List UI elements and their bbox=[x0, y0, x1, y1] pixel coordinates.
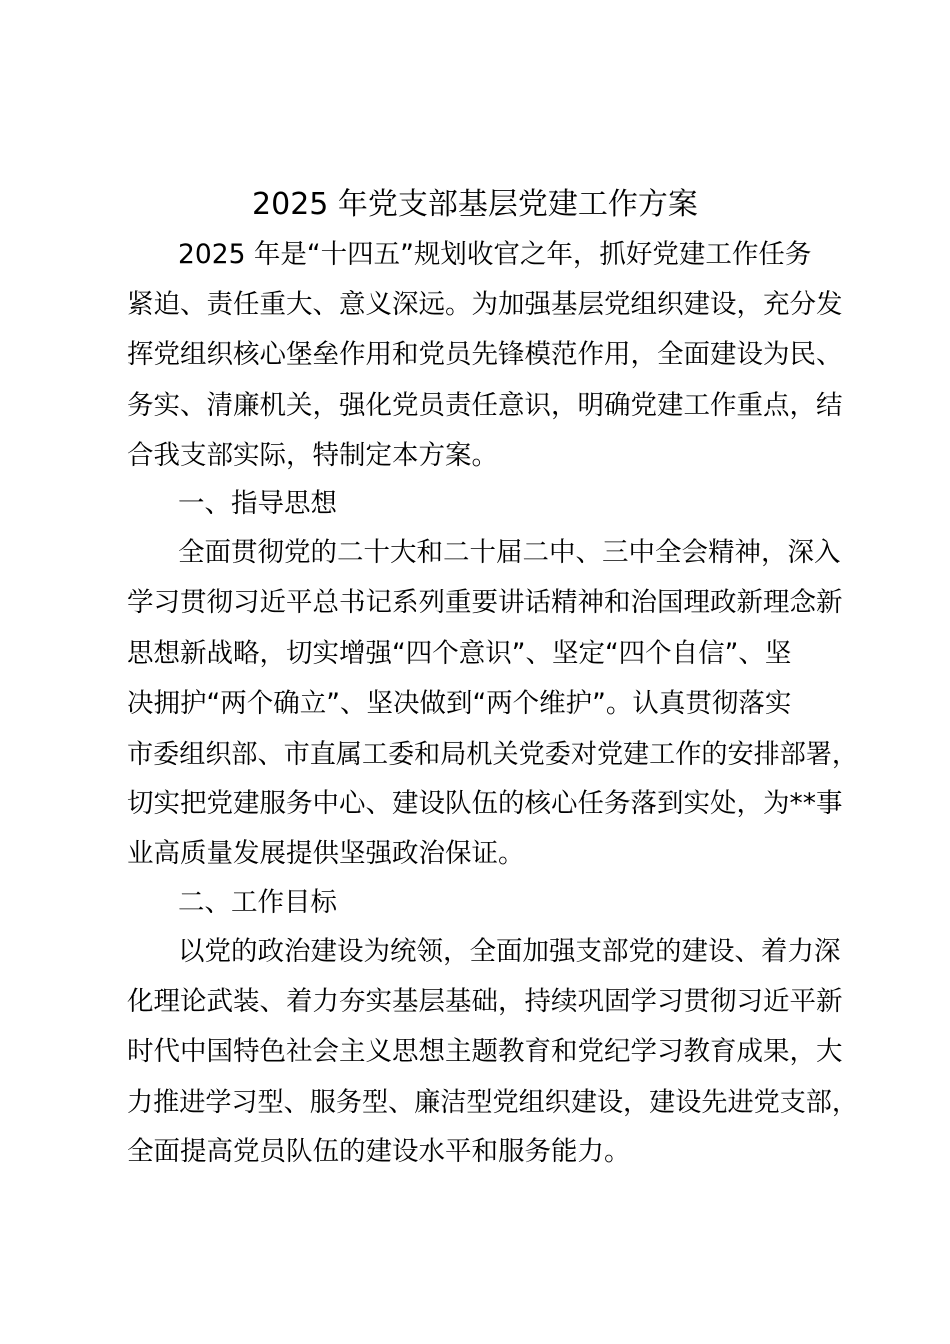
paragraph-2-line-3: 思想新战略，切实增强“四个意识”、坚定“四个自信”、坚 bbox=[127, 638, 792, 669]
paragraph-1-line-5: 合我支部实际，特制定本方案。 bbox=[127, 440, 498, 471]
paragraph-2-line-6: 切实把党建服务中心、建设队伍的核心任务落到实处，为**事 bbox=[127, 788, 843, 819]
paragraph-1-line-3: 挥党组织核心堡垒作用和党员先锋模范作用，全面建设为民、 bbox=[127, 339, 843, 370]
section-heading-work-goals: 二、工作目标 bbox=[178, 887, 337, 918]
paragraph-3-line-5: 全面提高党员队伍的建设水平和服务能力。 bbox=[127, 1136, 631, 1167]
paragraph-3-line-3: 时代中国特色社会主义思想主题教育和党纪学习教育成果，大 bbox=[127, 1036, 843, 1067]
paragraph-2-line-2: 学习贯彻习近平总书记系列重要讲话精神和治国理政新理念新 bbox=[127, 587, 843, 618]
paragraph-1-line-2: 紧迫、责任重大、意义深远。为加强基层党组织建设，充分发 bbox=[127, 289, 843, 320]
paragraph-2-line-1: 全面贯彻党的二十大和二十届二中、三中全会精神，深入 bbox=[178, 537, 841, 568]
paragraph-1-line-4: 务实、清廉机关，强化党员责任意识，明确党建工作重点，结 bbox=[127, 390, 843, 421]
paragraph-3-line-2: 化理论武装、着力夯实基层基础，持续巩固学习贯彻习近平新 bbox=[127, 986, 843, 1017]
paragraph-2-line-7: 业高质量发展提供坚强政治保证。 bbox=[127, 838, 525, 869]
paragraph-3-line-4: 力推进学习型、服务型、廉洁型党组织建设，建设先进党支部， bbox=[127, 1087, 859, 1118]
paragraph-1-line-1: 2025 年是“十四五”规划收官之年，抓好党建工作任务 bbox=[178, 239, 812, 270]
paragraph-3-line-1: 以党的政治建设为统领，全面加强支部党的建设、着力深 bbox=[178, 936, 841, 967]
document-title: 2025 年党支部基层党建工作方案 bbox=[252, 187, 698, 222]
paragraph-2-line-5: 市委组织部、市直属工委和局机关党委对党建工作的安排部署， bbox=[127, 739, 859, 770]
paragraph-2-line-4: 决拥护“两个确立”、坚决做到“两个维护”。认真贯彻落实 bbox=[127, 688, 792, 719]
section-heading-guiding-thought: 一、指导思想 bbox=[178, 488, 337, 519]
